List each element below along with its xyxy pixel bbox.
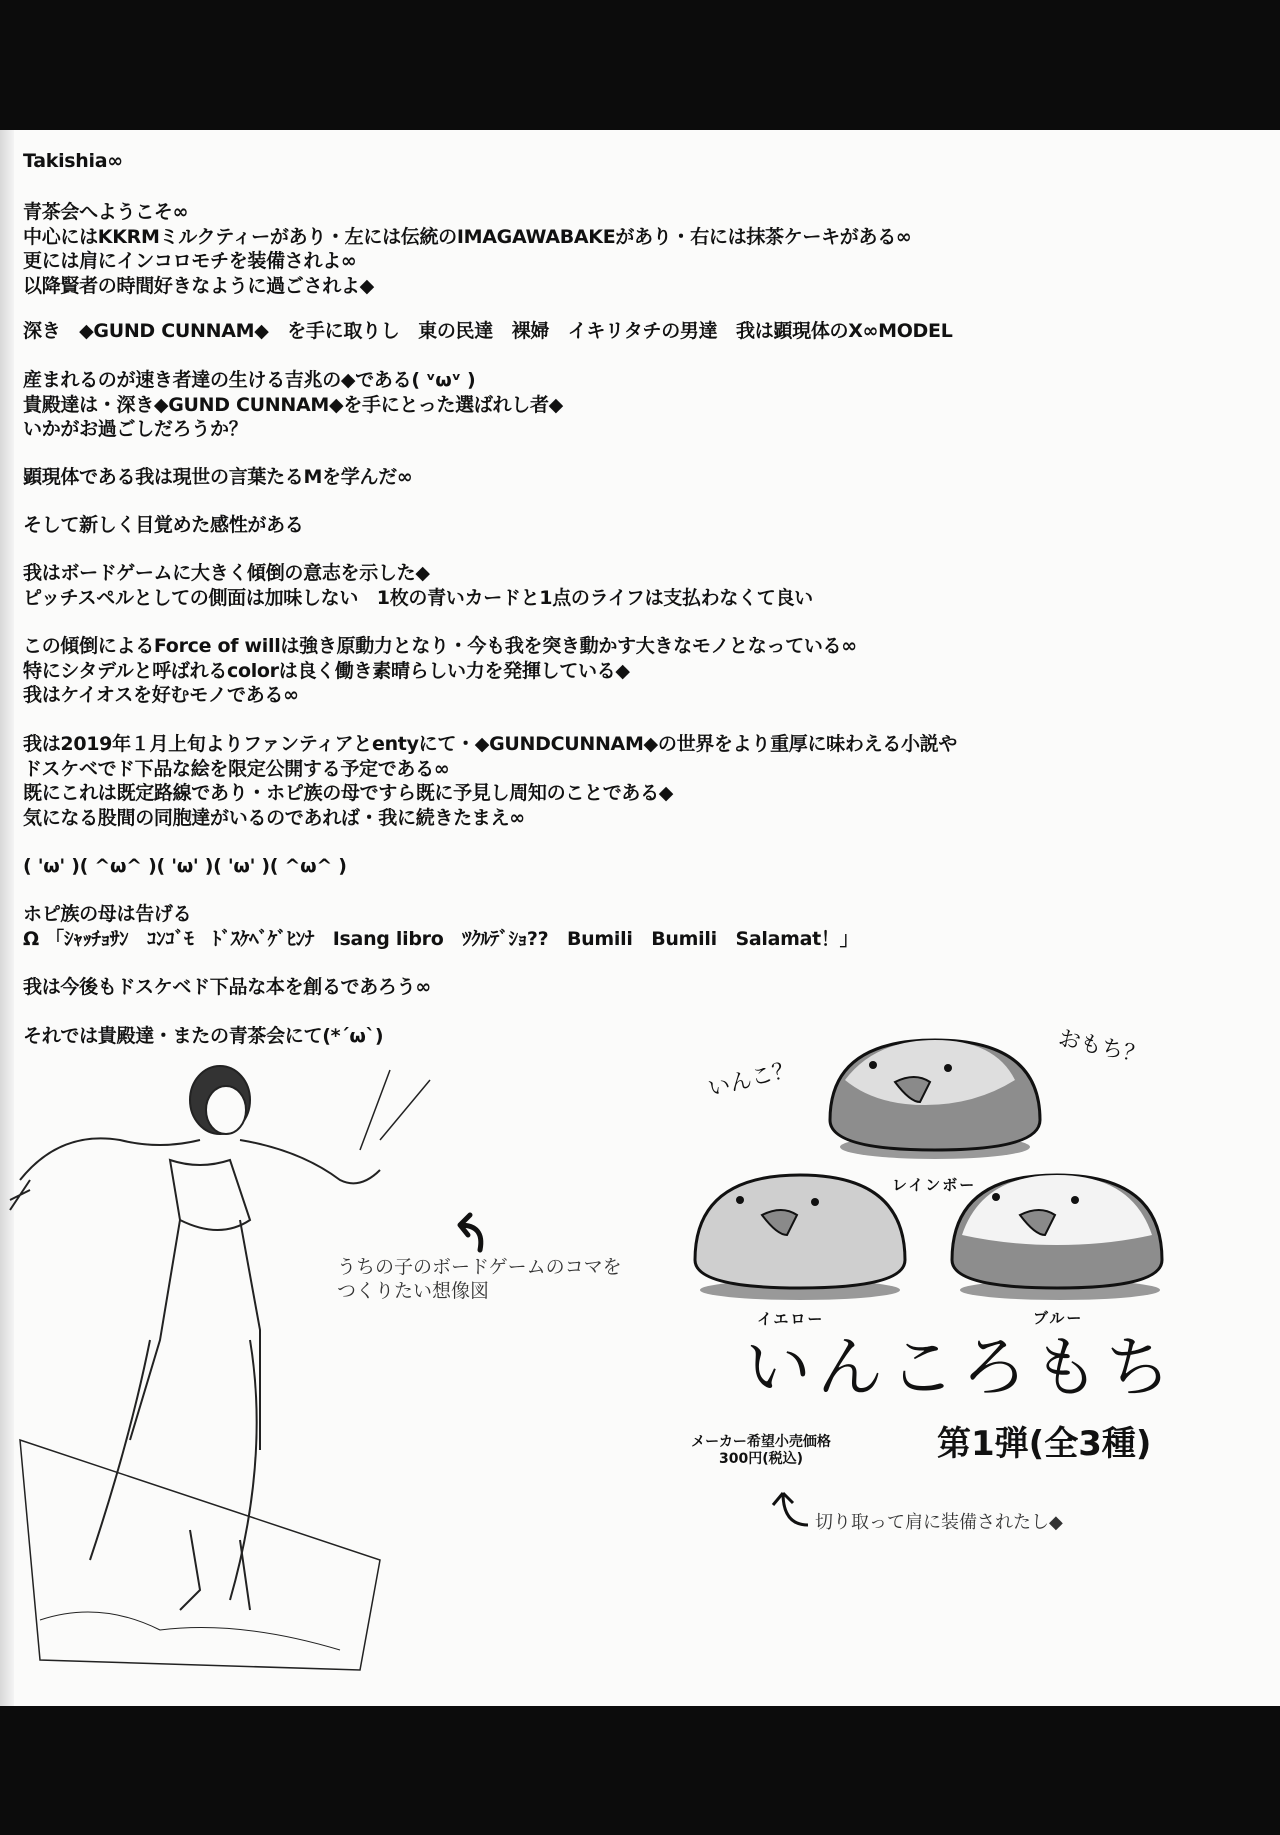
text-line: 気になる股間の同胞達がいるのであれば・我に続きたまえ∞ <box>23 806 525 829</box>
text-line: この傾倒によるForce of willは強き原動力となり・今も我を突き動かす大きなモノとなっている∞ <box>23 635 857 657</box>
paragraph <box>23 902 858 951</box>
text-line: 中心にはKKRMミルクティーがあり・左には伝統のIMAGAWABAKEがあり・右には抹茶ケーキがある∞ <box>23 225 912 248</box>
arrow-icon <box>768 1485 813 1530</box>
text-line: 貴殿達は・深き◆GUND CUNNAM◆を手にとった選ばれし者◆ <box>23 393 563 416</box>
paragraph <box>23 561 813 610</box>
paragraph <box>23 368 563 442</box>
text-line: ( 'ω' )( ^ω^ )( 'ω' )( 'ω' )( ^ω^ ) <box>23 855 347 877</box>
text-line: いかがお過ごしだろうか？ <box>23 418 248 440</box>
bubble-left: いんこ？ <box>705 1056 798 1103</box>
text-line: ホピ族の母は告げる <box>23 903 192 925</box>
text-line: 産まれるのが速き者達の生ける吉兆の◆である( ᵛωᵛ ) <box>23 369 476 391</box>
mochi-blue <box>952 1175 1162 1300</box>
text-line: 我は今後もドスケベド下品な本を創るであろう∞ <box>23 976 431 998</box>
paragraph <box>23 465 412 490</box>
text-line: 青茶会へようこそ∞ <box>23 201 189 223</box>
variant-label-blue: ブルー <box>1033 1309 1084 1327</box>
text-line: 更には肩にインコロモチを装備されよ∞ <box>23 250 357 272</box>
paragraph <box>23 732 957 830</box>
text-line: 既にこれは既定路線であり・ホピ族の母ですら既に予見し周知のことである◆ <box>23 782 674 804</box>
caption-line: うちの子のボードゲームのコマを <box>337 1256 622 1278</box>
caption-line: つくりたい想像図 <box>337 1280 490 1302</box>
greeting <box>23 149 123 174</box>
text-line: それでは貴殿達・またの青茶会にて(*´ω`) <box>23 1025 384 1047</box>
price-block <box>690 1434 832 1468</box>
sketch-caption <box>337 1255 622 1303</box>
text-line: そして新しく目覚めた感性がある <box>23 514 304 536</box>
product-title: いんころもち <box>745 1329 1177 1406</box>
mochi-yellow <box>695 1175 905 1300</box>
price-label: メーカー希望小売価格 <box>691 1434 831 1450</box>
variant-label-yellow: イエロー <box>757 1310 825 1328</box>
text-line: ドスケベでド下品な絵を限定公開する予定である∞ <box>23 757 450 780</box>
paragraph <box>23 634 857 708</box>
text-line: 深き ◆GUND CUNNAM◆ を手に取りし 東の民達 裸婦 イキリタチの男達 我は顕現体のX∞MODEL <box>23 320 953 342</box>
paragraph <box>23 975 431 1000</box>
text-line: 以降賢者の時間好きなように過ごされよ◆ <box>23 274 374 297</box>
cut-note: 切り取って肩に装備されたし◆ <box>815 1512 1063 1533</box>
text-line: ピッチスペルとしての側面は加味しない 1枚の青いカードと1点のライフは支払わなくて良い <box>23 586 813 609</box>
bubble-right: おもち？ <box>1055 1026 1148 1069</box>
text-line: 特にシタデルと呼ばれるcolorは良く働き素晴らしい力を発揮している◆ <box>23 659 630 682</box>
paragraph <box>23 319 953 344</box>
mochi-rainbow <box>830 1040 1040 1159</box>
text-line: Ω 「ｼｬｯﾁｮｻﾝ ｺﾝｺﾞﾓ ﾄﾞｽｹﾍﾞｹﾞﾋﾝﾅ Isang libro ﾂｸﾙﾃﾞｼｮ?? Bumili Bumili Salamat！」 <box>23 927 859 950</box>
text-line: Takishia∞ <box>23 150 123 172</box>
series-label: 第1弾(全3種) <box>937 1424 1152 1464</box>
text-line: 顕現体である我は現世の言葉たるMを学んだ∞ <box>23 466 413 488</box>
text-line: 我は2019年１月上旬よりファンティアとentyにて・◆GUNDCUNNAM◆の世界をより重厚に味わえる小説や <box>23 733 958 755</box>
paragraph <box>23 1024 383 1049</box>
text-line: 我はボードゲームに大きく傾倒の意志を示した◆ <box>23 562 430 584</box>
text-line: 我はケイオスを好むモノである∞ <box>23 684 299 706</box>
arrow-icon <box>450 1205 500 1255</box>
paragraph <box>23 200 911 298</box>
figure-sketch <box>0 1060 480 1680</box>
price: 300円(税込) <box>718 1451 804 1467</box>
paragraph <box>23 854 347 879</box>
variant-label-rainbow: レインボー <box>892 1176 977 1194</box>
paragraph <box>23 513 304 538</box>
